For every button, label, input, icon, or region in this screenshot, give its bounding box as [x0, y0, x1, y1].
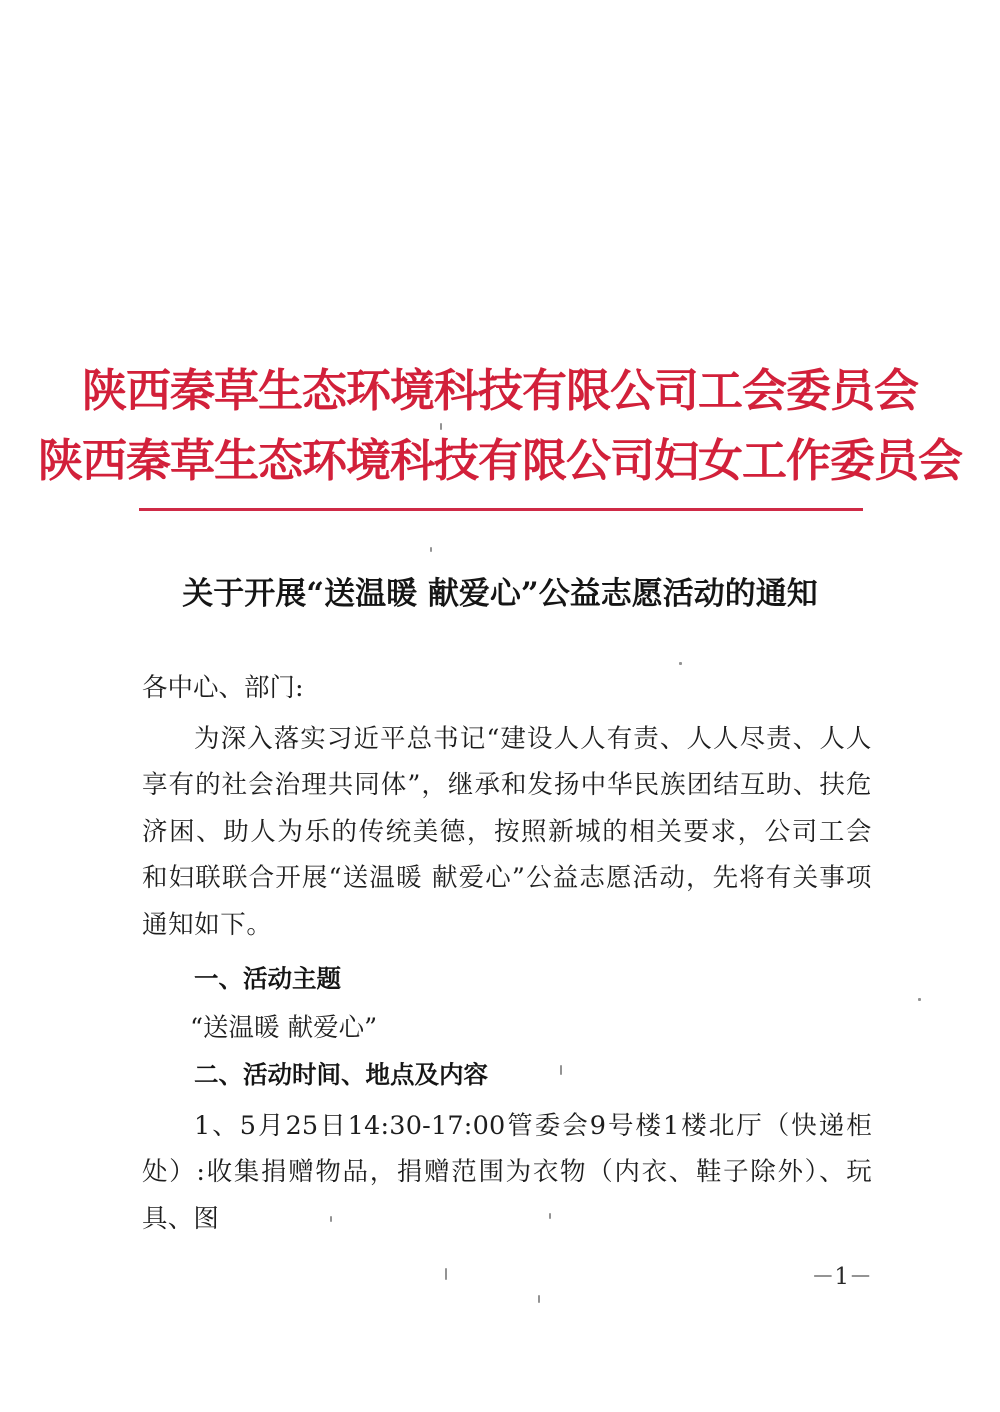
- red-header-rule: [139, 508, 863, 511]
- scan-speck: [918, 998, 921, 1001]
- scan-speck: [549, 1213, 551, 1219]
- document-title: 关于开展“送温暖 献爱心”公益志愿活动的通知: [182, 576, 818, 612]
- issuing-org-line-2: 陕西秦草生态环境科技有限公司妇女工作委员会: [37, 434, 962, 487]
- scan-speck: [538, 1295, 540, 1303]
- page-number: －1－: [811, 1264, 872, 1290]
- salutation: 各中心、部门:: [142, 673, 304, 703]
- section-1-heading: 一、活动主题: [194, 964, 341, 993]
- scan-speck: [445, 1268, 447, 1280]
- intro-paragraph: 为深入落实习近平总书记“建设人人有责、人人尽责、人人享有的社会治理共同体”，继承和发扬中华民族团结互助、扶危济困、助人为乐的传统美德，按照新城的相关要求，公司工会和妇联联合开展“送温暖 献爱心”公益志愿活动，先将有关事项通知如下。: [142, 724, 872, 940]
- scan-speck: [440, 423, 442, 430]
- activity-theme: “送温暖 献爱心”: [190, 1013, 378, 1043]
- issuing-org-line-1: 陕西秦草生态环境科技有限公司工会委员会: [81, 364, 918, 417]
- section-2-item-1: 1、5月25日14:30-17:00管委会9号楼1楼北厅（快递柜处）:收集捐赠物品，捐赠范围为衣物（内衣、鞋子除外）、玩具、图: [142, 1111, 872, 1234]
- scan-speck: [430, 547, 432, 552]
- scan-speck: [330, 1216, 332, 1222]
- section-2-heading: 二、活动时间、地点及内容: [194, 1060, 488, 1089]
- scan-speck: [679, 662, 682, 665]
- scan-speck: [560, 1065, 562, 1075]
